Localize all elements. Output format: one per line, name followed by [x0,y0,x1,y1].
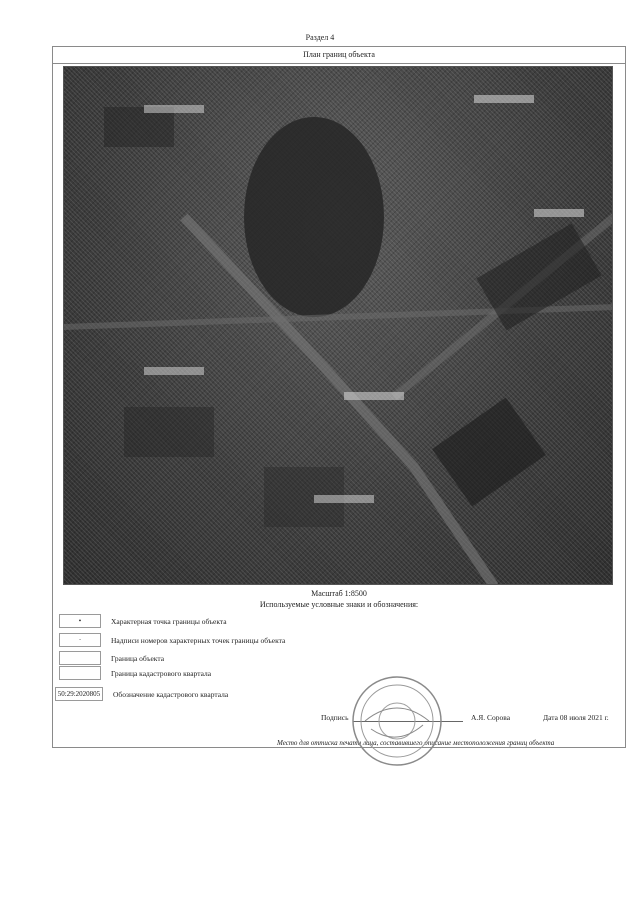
signature-date: Дата 08 июля 2021 г. [543,713,609,722]
pond-shape [244,117,384,317]
signature-label: Подпись [321,713,349,722]
seal-place-note: Место для оттиска печати лица, составившего описание местоположения границ объекта [277,739,555,747]
legend-item [55,687,228,701]
cadastral-quarter-symbol: 50:29:2020805 [55,687,103,701]
map-overlay [64,67,613,585]
legend-label: Обозначение кадастрового квартала [113,689,229,699]
map-label-patch [534,209,584,217]
legend-item [59,651,164,665]
building-block [432,398,546,507]
legend-item [59,666,211,680]
aerial-map [63,66,613,585]
legend-heading: Используемые условные знаки и обозначения: [259,600,419,609]
legend-label: Граница объекта [111,653,165,663]
object-boundary-symbol [59,651,101,665]
frame-title: План границ объекта [53,47,625,64]
map-label-patch [314,495,374,503]
official-seal-stamp [351,675,443,767]
boundary-point-symbol: • [59,614,101,628]
map-label-patch [344,392,404,400]
legend-label: Надписи номеров характерных точек границы объекта [111,635,286,645]
map-label-patch [144,105,204,113]
map-label-patch [144,367,204,375]
legend-item [59,633,285,647]
legend-item [59,614,227,628]
legend-label: Характерная точка границы объекта [111,616,227,626]
cadastral-boundary-symbol [59,666,101,680]
section-title: Раздел 4 [305,33,335,42]
building-block [124,407,214,457]
legend-label: Граница кадастрового квартала [111,668,212,678]
map-label-patch [474,95,534,103]
document-frame [52,46,626,748]
map-scale: Масштаб 1:8500 [311,589,367,598]
signer-name: А.Я. Сорова [471,713,511,722]
point-number-symbol: · [59,633,101,647]
